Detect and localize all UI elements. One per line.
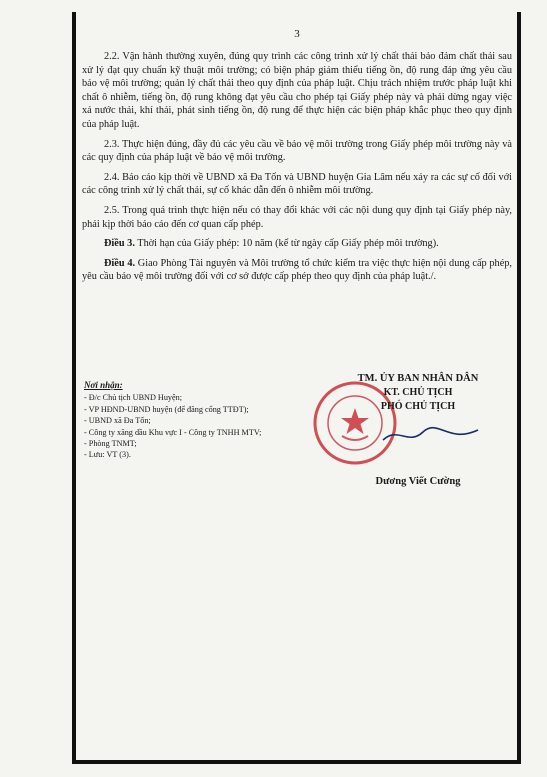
paragraph-2-2: 2.2. Vận hành thường xuyên, đúng quy trình các công trình xử lý chất thải bảo đảm chất thải sau xử lý đạt quy chuẩn kỹ thuật môi trường; có biện pháp giảm thiểu tiếng ồn, độ rung đáp ứng yêu cầu bảo vệ môi trường; quản lý chất thải theo quy định của pháp luật. Chịu trách nhiệm trước pháp luật khi chất ô nhiễm, tiếng ồn, độ rung không đạt yêu cầu cho phép tại Giấy phép này và phải dừng ngay việc xả nước thải, khí thải, phát sinh tiếng ồn, độ rung để thực hiện các biện pháp khắc phục theo quy định của pháp luật. (82, 51, 512, 130)
document-body (82, 28, 512, 290)
recipient-item: - Lưu: VT (3). (84, 450, 131, 460)
article-4 (82, 257, 512, 284)
recipient-item: - UBND xã Đa Tốn; (84, 416, 151, 426)
article-3-label: Điều 3. (104, 238, 135, 250)
handwritten-signature (378, 424, 488, 448)
paragraph-2-4: 2.4. Báo cáo kịp thời về UBND xã Đa Tốn và UBND huyện Gia Lâm nếu xảy ra các sự cố đối với các công trình xử lý chất thải, sự cố khác dẫn đến ô nhiễm môi trường. (82, 171, 512, 197)
article-3 (82, 237, 512, 251)
article-3-text: Thời hạn của Giấy phép: 10 năm (kể từ ngày cấp Giấy phép môi trường). (134, 238, 439, 250)
recipients-block (84, 380, 314, 461)
paragraph-2-3: 2.3. Thực hiện đúng, đầy đủ các yêu cầu về bảo vệ môi trường trong Giấy phép môi trường này và các quy định của pháp luật về bảo vệ môi trường. (82, 138, 512, 164)
signer-name: Dương Viết Cường (375, 476, 461, 487)
signature-role: KT. CHỦ TỊCH (383, 387, 453, 398)
recipients-title: Nơi nhận: (84, 380, 123, 390)
recipient-item: - Phòng TNMT; (84, 439, 137, 449)
article-4-text: Giao Phòng Tài nguyên và Môi trường tổ chức kiểm tra việc thực hiện nội dung cấp phép, yêu cầu bảo vệ môi trường đối với cơ sở được cấp phép theo quy định của pháp luật./. (82, 257, 512, 283)
article-4-label: Điều 4. (104, 257, 136, 269)
paragraph-2-5: 2.5. Trong quá trình thực hiện nếu có thay đổi khác với các nội dung quy định tại Giấy phép này, phải kịp thời báo cáo đến cơ quan cấp phép. (82, 204, 512, 230)
recipient-item: - Công ty xăng dầu Khu vực I - Công ty TNHH MTV; (84, 427, 262, 437)
page-number: 3 (294, 28, 300, 40)
signature-org: TM. ỦY BAN NHÂN DÂN (357, 373, 479, 384)
recipient-item: - VP HĐND-UBND huyện (để đăng cổng TTĐT); (84, 404, 249, 414)
signature-block (318, 372, 518, 487)
signature-title: PHÓ CHỦ TỊCH (380, 401, 456, 412)
recipient-item: - Đ/c Chủ tịch UBND Huyện; (84, 393, 183, 403)
